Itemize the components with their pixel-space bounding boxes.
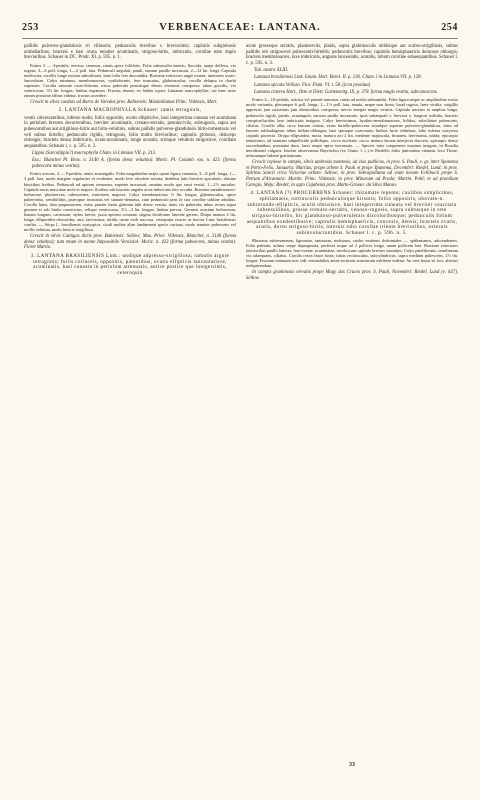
description-paragraph: Frutex 3—10-pedalis, strictus vel patenti-ramosus, ramis ad nodos subtumidis. Folia figura neque ac amplitudine existo modo variantia, plerumque 6 poll. longa, 1—1½ poll. lata, tenuia, neque non firma, haud rugosa, laete viridia, strigillis appressis jam rarissimis jam densioribus conspersa, nervis semper magis vestitis. Capitula unciam et amplius longa, pedunculo rigido, patulo, acutangulo, sursum paullo incrassato, ipsis subaequali v. breviori v. longiori suffulta, bracteis conspicuilucidas laxe imbricatis insignia. Calyx brevissimus, hyalino-membranaceus, bifidus, subciliatus pubescens, ciliatus. Corolla alba, circa faucem citrina, extus hirtello-pubescens simulque superne pulvereo-glandulosa, intus ad faucem subbarbigena; tubus inflato-oblongus, basi spicaque coarctatus; limbus facie velutinus, lobo inferna conyrexa cripinlo porrecto. Drupa ellipsoidea, nucia, matura axi 2 lin. metiente majuscula, brunnea, laevissima, nitida; epicarpio tenuissimo, ad naturam subpellicido pollidiquo, cocco nucleate; cocco maturo lacuna interjecta discreto, epicarpio denso succedaniibus; putamine duro, laevi neque apice incrassato. — Species inter congeneres maxime insignis, in Brasilia meridionali vulgaris. Insolae observamus Bayrischio (ex Cham. l. c.) et Riedello foliis juniorubus etiamiar loco Theae, infusumque habent gratissimum. [246,97,458,159]
habitat-paragraph: Crescit in silvis Catingas dictis prov. Bahiensis: Sellow; Max. Princ. Vidensis, Blanchet, n. 3140 (forma densc velutina); tum etiam in monte Impossibile Vencislai: Moric. n. 423 (forma pubescens, minus vestita). Floret Martio. [24,234,236,251]
habitat-paragraph: Crescit copiose in campis, silvis umbrosis montosis, ad vias publicas, in prov. S. Pauli, e. gr. inter Ypanema et Porto-Felix, Januaria: Martius; prope urbem S. Pauli et prope Ypanema, Decembri: Riedel, Lund; in prov. Spiritus Sancti circa Victoriae urbem: Sellow; in prov. Sebrapolitana ad viam novam Feliibacii prope S. Petrum d'Alcantara: Martin. Princ. Vidensis; in prov. Minarum ad Prado; Martin. Pohl; et ad praedium Caregio, Meju: Riedel; in agro Cujabensi prov. Matto-Grosso: da Silva Manso. [246,159,458,188]
right-column [246,44,458,283]
signature-mark: 33 [349,762,355,768]
exsiccata-line: Exs.: Blanchet Pl. Bras. n. 3140 A. (forma densc velutina). Moric. Pl. Columb. exs. n. 423. (forma pubescens minus vestita). [32,158,236,170]
description-paragraph: Rhizoma subterraneum, lignosum, ramosum, nodosum, caules emittens dodrantales — spithamaeos, adscendentes. Folia paleatia, infima saepe depauperata, perfecta usque ad 2 pollices longa, unam pollicem lata. Bracteae exteriores interioribus paullo latiores, lato-ovatae, acuminatae, involucrum capitulo brevius sirumites. Calyx pateliformis, semilineam vix adaequans, ciliatus. Corolla rosea fauce lutea; tubus rectiusculus, subcylindricus, supra medium pubescens, 2½ lin. longus. Fructum maturum non vidi; semiadultus antea sectionis structuram exhibere videtur. An vere hujus sit loci, alterius indiquirendum. [246,237,458,269]
habitat-paragraph: Crescit in silvis caeduis ad Barra de Varedas prov. Bahiensis: Maximilianus Princ. Vidensis, Mart. [30,99,218,105]
synonym-line: Lantana spicata Vellozo. Flor. Flum. VI. t. 58. (icon pessima) [254,82,371,88]
synonym-line: Lantana cinerea Hort., Otto et Dietr. Gartenzeitg. IX. p. 378. forma magis vestita, subcanescens. [254,89,438,95]
running-header [22,22,458,39]
species-heading: 2. LANTANA MACROPHYLLA Schauer: ramis tetragonis, [58,107,202,114]
plate-reference: Tab. nostra XLIII. [254,68,289,74]
diagnosis-paragraph: ventis calvescentibus, inferne nudis; foliis oppositis, ovatis elliptisiive, basi integerrima cuneata vel acuminata in petiolum brevem decurrentibus, breviter acuminatis, crenato-serratis, pennincrviis, subrugosis, supra aut pubescentibus aut strigilloso-hirtis aut hirto-velutinis, subtus pallidis pulvereo-glandulosis hirto-tomentosis vel veli subtus hirtello; pedunculis rigidis, tetragonis, folio multo brevioribus; capitulis globosis, deinceps oblongis; bracteis densa imbricatis, ovato-acuminatis, longe acutatis, strinque velutinis strigosisve, corollam aequantibus. Schauer l. c. p. 595. n. 2. [24,115,236,149]
description-paragraph: Frutex erectus, 4 — 8-pedalis, ramis acutangulis. Folia magnitudine majis quam figura variantia, 3—8 poll. longa, 1—3 poll. lata, modo margine regulariter et evidenter, modo leve obsolete serrata; dentibus latis breviter apiculatis; aliisine hinctibus levibus. Pedunculi ad apicem ramorum, superne incrassati, omnino modo quo rami vestiti, 1—1½ unciales. Capitula nucis muscatae mole et majore, floribus sub bracteis angulis arcte imbricatis fere occulta. Bracteae membranaceo-herbaceae, pluriuervea, rubescentes, exteriores majores. Calyx membranaceus ½ lin. longus, glabriusculus, apice pubervulus, semibifidus, praecipue truncatus vel sinuato-dentatus, cum pedunculo post in star corollae subline adulitus. Corolla lutea, deia purpurascens, extus praeter basin glabram tubi dense vestita, intus vix puberula; tubus rectus supra germen et sub limbo constrictus, reliquo ventricosus, 3½—4 lin. longus; limbus parvus. Germen ovarium herbaceum, lineam longum, carnosum; stylus brevis, juxta apicem coronam stigma dicitforme laterale gerens. Drupa matura 2 lin. longa, ellipsoideo-obovoidea, atra, laevissima, nitida, carne exili succosa, ceterpsuin exacte ut fructus Lant. brasiliensis confita. — Stirps L. brasiliensis syatyspica, siculi multae aliae landamenti specie variana, modo tenuiter pubescens vel mollis velutina, modo hirta et strigillosa. [24,171,236,233]
habitat-paragraph: In campis graminosis elevatis prope Mogy das Cruces prov. S. Pauli, Novembri: Riedel, Lund (e. 827), Sellow. [246,270,458,281]
paragraph: acute grosseque serratis, planinerviis, planis, supra glabriusculis nitidisque aut scabro-strigillosis, subtus pallidis reti strigosovel pubescenti-hirtellis; pedunculis brevibus; capitulis hemisphaericis deinceps oblongis; bracteis membranaceis, laxe imbricatis, anguste lanceolatis, acutatis, tubum corollae subaequantibus. Schauer l. c. p. 595. n. 3. [246,44,458,66]
species-heading: 4. LANTANA (?) PROCURRENS Schauer: rhizomate repente; caulibus simplicibus, sphilamaeis, tortiusculis pedunculisque hirsutis; foliis oppositis, obovato-n. subrotundo-ellipticis, acutis obtusisve, basi integerrima cuneata vel breviter coarctata subsessilibus, grosse crenato-serratis, venoso-rugosis, supra subtusque in rete strigoso-hirtellis, hic glanduloso-pulverulentis discoloribusque; pedunculis folium aequantibus exedentibusve; capitulis hemisphaericis, convexis, densis; bracteis ovatis, acutis, dorso strigoso-hirtis, internis tubo corollae triente brevioribus, externis subinvolucrantibus. Schauer l. c. p. 596. n. 5. [246,190,458,236]
paragraph: pallidis pulvereo-glandulosis tri villosulo; pedunculis brevibus v. brevissimis; capitulis subglobosis umbellaribus; bracteis e basi ovata tenuiter acuminatis, strigoso-hirtis, imbricatis, corollae tubo duplo brevioribus. Schauer in DC. Prodr. XI. p. 595. n. 1. [24,44,236,61]
species-heading: 3. LANTANA BRASILIENSIS Link.: undique adpresso-strigillosa; ramulis argute tetragonis; foliis coriaceis, oppositis, patentibus, ovatis ellipticis lanceolatisve, acuminatis, basi cuneata in petiolum attenuatis, antice postice que integerrimis, ceteroquin [30,253,230,276]
page-number-right: 254 [441,22,458,33]
running-title: VERBENACEAE: LANTANA. [159,22,321,33]
page-number-left: 253 [22,22,39,33]
synonym-line: Lantana brasiliensis Link. Enum. Hort. Berol. II. p. 126. Cham. l in Linnaea VII. p. 128. [254,75,422,81]
synonym-line: Lippia (Sarcolippia?) macrophylla Cham. in Linnaea VII. p. 213. [32,151,157,157]
left-column [24,44,236,278]
description-paragraph: Frutex 3 — 4-pedalis, erectus, ramosus, ramis apice foliiferis. Folia subsessilia teneris, flaccida, saepe deflexa, vix rugosa, 3—6 poll. longa, 1—2 poll. lata. Pedunculi angulati, patuli, ramum pusillo incrassati, 2—12 lin. longi. Capitula mediocria, corollis longe exserta subsolitaria, inter folia fere abscondita. Bracteae exteriores angie ovatae, interiores ovato-lanceolatae. Calyx minimus, membranaceus, cyathiformis, fere truncatus, glabriusculus, corolla delapsa in rhachi superstes. Corolla saturate roseo-lilacina, extus puberula punctisque densis resinosis conspersa; tubus gracilis, vix ventricosus, 3½ lin. longus; limbus expansus. Fructus desunt; ex habitu typice Lantanae macrophyllae, cui haec inter omnes proxime affinis videtur, fructus accedere. [24,62,236,99]
